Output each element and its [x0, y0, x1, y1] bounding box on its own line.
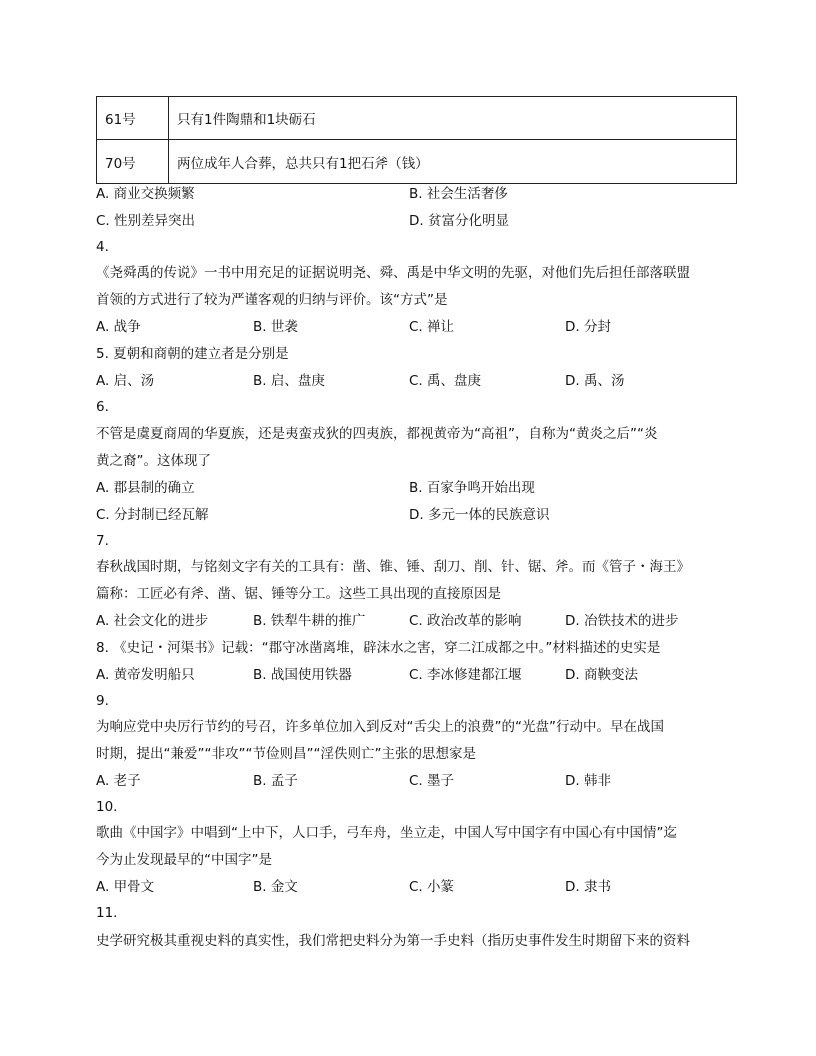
q5-option-b[interactable]: B. 启、盘庚	[253, 373, 325, 389]
q4-option-d[interactable]: D. 分封	[565, 319, 611, 335]
q7-option-d[interactable]: D. 冶铁技术的进步	[565, 613, 679, 629]
q10-option-d[interactable]: D. 隶书	[565, 879, 611, 895]
q7-option-a[interactable]: A. 社会文化的进步	[96, 613, 209, 629]
q4-stem-line-2: 首领的方式进行了较为严谨客观的归纳与评价。该“方式”是	[96, 292, 448, 308]
q7-option-b[interactable]: B. 铁犁牛耕的推广	[253, 613, 366, 629]
grave-table	[96, 96, 737, 184]
q10-option-c[interactable]: C. 小篆	[409, 879, 455, 895]
q3-option-c[interactable]: C. 性别差异突出	[96, 213, 196, 229]
q9-number: 9.	[96, 693, 109, 709]
q9-stem-line-2: 时期，提出“兼爱”“非攻”“节俭则昌”“淫佚则亡”主张的思想家是	[96, 746, 476, 762]
tomb-contents: 只有1件陶鼎和1块砺石	[169, 97, 737, 140]
q8-option-a[interactable]: A. 黄帝发明船只	[96, 667, 195, 683]
q4-stem-line-1: 《尧舜禹的传说》一书中用充足的证据说明尧、舜、禹是中华文明的先驱，对他们先后担任部落联盟	[96, 265, 690, 281]
q10-stem-line-1: 歌曲《中国字》中唱到“上中下，人口手，弓车舟，坐立走，中国人写中国字有中国心有中国情”迄	[96, 825, 677, 841]
q3-option-d[interactable]: D. 贫富分化明显	[409, 213, 509, 229]
q8-option-c[interactable]: C. 李冰修建都江堰	[409, 667, 522, 683]
q6-stem-line-1: 不管是虞夏商周的华夏族，还是夷蛮戎狄的四夷族，都视黄帝为“高祖”，自称为“黄炎之后”“炎	[96, 426, 658, 442]
q6-number: 6.	[96, 399, 109, 415]
tomb-contents: 两位成年人合葬，总共只有1把石斧（钱）	[169, 140, 737, 184]
q7-stem-line-1: 春秋战国时期，与铭刻文字有关的工具有：凿、锥、锤、刮刀、削、针、锯、斧。而《管子・海王》	[96, 559, 690, 575]
q5-stem: 5. 夏朝和商朝的建立者是分别是	[96, 346, 289, 362]
q4-option-c[interactable]: C. 禅让	[409, 319, 455, 335]
q10-number: 10.	[96, 799, 118, 815]
table-row	[97, 140, 737, 184]
q10-option-b[interactable]: B. 金文	[253, 879, 298, 895]
q6-option-a[interactable]: A. 郡县制的确立	[96, 480, 195, 496]
q7-stem-line-2: 篇称：工匠必有斧、凿、锯、锤等分工。这些工具出现的直接原因是	[96, 586, 501, 602]
q9-option-d[interactable]: D. 韩非	[565, 773, 611, 789]
q9-option-a[interactable]: A. 老子	[96, 773, 141, 789]
table-row	[97, 97, 737, 140]
q6-option-b[interactable]: B. 百家争鸣开始出现	[409, 480, 535, 496]
q5-option-a[interactable]: A. 启、汤	[96, 373, 155, 389]
q4-number: 4.	[96, 239, 109, 255]
q10-option-a[interactable]: A. 甲骨文	[96, 879, 155, 895]
tomb-number: 70号	[97, 140, 169, 184]
q11-stem-line-1: 史学研究极其重视史料的真实性，我们常把史料分为第一手史料（指历史事件发生时期留下来的资料	[96, 933, 690, 949]
q7-number: 7.	[96, 533, 109, 549]
q9-stem-line-1: 为响应党中央厉行节约的号召，许多单位加入到反对“舌尖上的浪费”的“光盘”行动中。早在战国	[96, 719, 664, 735]
q9-option-c[interactable]: C. 墨子	[409, 773, 455, 789]
q6-option-d[interactable]: D. 多元一体的民族意识	[409, 507, 550, 523]
q10-stem-line-2: 今为止发现最早的“中国字”是	[96, 852, 272, 868]
q8-option-d[interactable]: D. 商鞅变法	[565, 667, 638, 683]
q8-stem: 8. 《史记・河渠书》记载：“郡守冰凿离堆，辟沫水之害，穿二江成都之中。”材料描述的史实是	[96, 640, 661, 656]
q6-stem-line-2: 黄之裔”。这体现了	[96, 453, 211, 469]
q3-option-a[interactable]: A. 商业交换频繁	[96, 186, 195, 202]
q8-option-b[interactable]: B. 战国使用铁器	[253, 667, 352, 683]
q7-option-c[interactable]: C. 政治改革的影响	[409, 613, 522, 629]
q5-option-d[interactable]: D. 禹、汤	[565, 373, 625, 389]
q5-option-c[interactable]: C. 禹、盘庚	[409, 373, 482, 389]
q9-option-b[interactable]: B. 孟子	[253, 773, 298, 789]
q4-option-a[interactable]: A. 战争	[96, 319, 141, 335]
q6-option-c[interactable]: C. 分封制已经瓦解	[96, 507, 209, 523]
q4-option-b[interactable]: B. 世袭	[253, 319, 298, 335]
tomb-number: 61号	[97, 97, 169, 140]
q11-number: 11.	[96, 905, 118, 921]
q3-option-b[interactable]: B. 社会生活奢侈	[409, 186, 508, 202]
